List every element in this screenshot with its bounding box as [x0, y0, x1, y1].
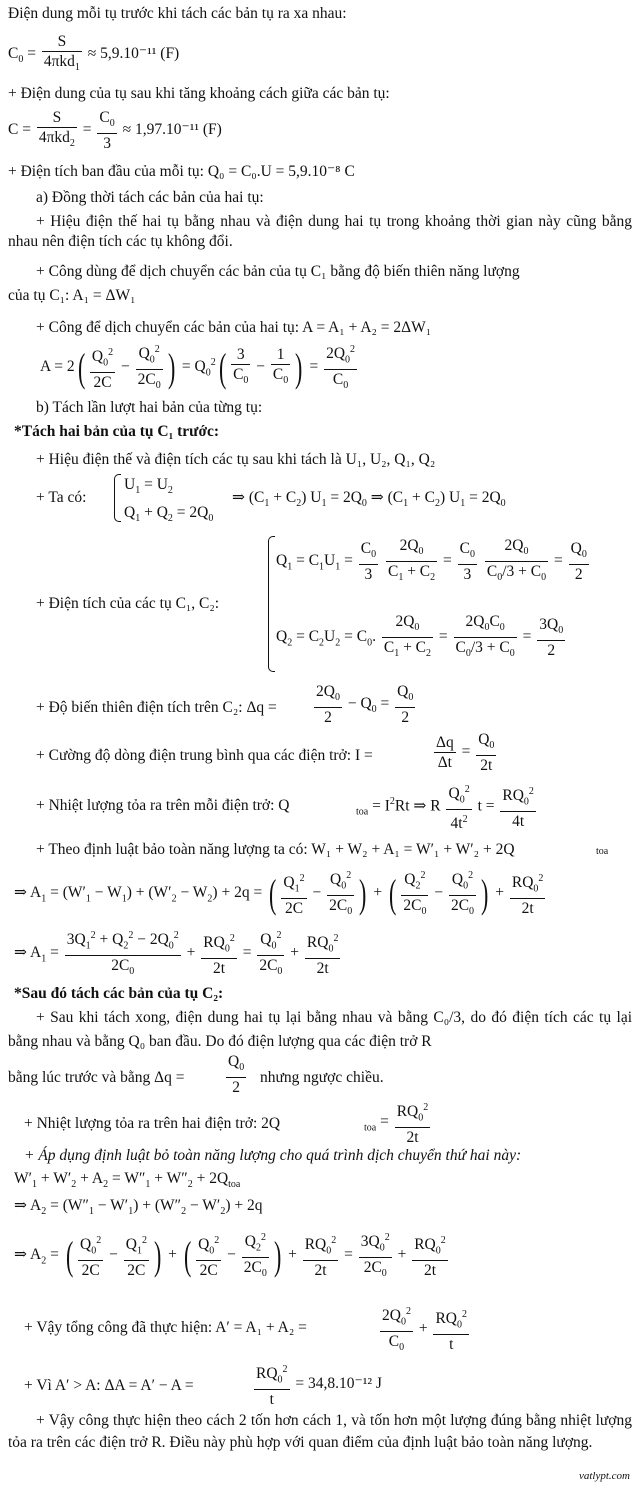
text-line: nhưng ngược chiều.	[260, 1069, 384, 1086]
formula-a1-expanded: ⇒ $A_1 = (W'_1 - W_1) + (W'_2 - W_2) + 2q$ = ( $\frac{Q_1^2}{2C}$ − $\frac{Q_0^2}{2C_0}$ ) + ( $\frac{Q_2^2}{2C_0}$ − $\frac{Q_0^2}{2C_0}$ ) + $\frac{RQ_0^2}{2t}$	[14, 866, 547, 921]
text-line: a) Đồng thời tách các bản của hai tụ:	[36, 189, 264, 206]
text-line: + Công để dịch chuyển các bản của hai tụ: A = A₁ + A₂ = 2ΔW₁	[36, 319, 432, 336]
text-line: + Cường độ dòng điện trung bình qua các điện trở: I =	[36, 747, 373, 764]
text-line: + Điện tích của các tụ C₁, C₂:	[36, 595, 220, 612]
text-line: + Nhiệt lượng tỏa ra trên mỗi điện trở: Q	[36, 797, 290, 814]
section-heading: *Tách hai bản của tụ C₁ trước:	[14, 423, 220, 440]
text-line: + Nhiệt lượng tỏa ra trên hai điện trở: 2Q	[24, 1115, 281, 1132]
text-line: + Độ biến thiên điện tích trên C₂: Δq =	[36, 699, 277, 716]
delta-a-value: = 34,8.10⁻¹² J	[295, 1375, 382, 1393]
formula-q2: $Q_2 = C_2U_2 = C_0$. $\frac{2Q_0}{C_1 + C_2}$ = $\frac{2Q_0C_0}{C_0/3 + C_0}$ = $\frac{3Q_0}{2}$	[276, 613, 564, 660]
text-line: + Điện dung của tụ sau khi tăng khoảng cách giữa các bản tụ:	[8, 85, 390, 102]
text-line: + Áp dụng định luật bỏ toàn năng lượng cho quá trình dịch chuyển thứ hai này:	[24, 1147, 522, 1164]
text-line: + Công dùng để dịch chuyển các bản của tụ C₁ bằng độ biến thiên năng lượng	[36, 263, 520, 280]
formula-delta-a: $\frac{RQ_0^2}{t}$ = 34,8.10⁻¹² J	[252, 1360, 382, 1409]
text-line: + Vì A′ > A: ΔA = A′ − A =	[24, 1377, 194, 1394]
watermark: vatlypt.com	[578, 1470, 630, 1482]
formula-dq-again: $\frac{Q_0}{2}$	[228, 1053, 245, 1097]
section-heading: *Sau đó tách các bản của tụ C₂:	[14, 985, 224, 1002]
text-line: + Theo định luật bảo toàn năng lượng ta có: W₁ + W₂ + A₁ = W′₁ + W′₂ + 2Q	[36, 841, 515, 858]
subscript-toa: toa	[596, 846, 609, 857]
text-line: + Hiệu điện thế và điện tích các tụ sau khi tách là U₁, U₂, Q₁, Q₂	[36, 451, 436, 468]
formula-c0: $C_0$ = $\frac{S}{4\pi kd_1}$ ≈ 5,9.10⁻¹¹ (F)	[8, 33, 180, 74]
formula-total-work: $\frac{2Q_0^2}{C_0}$ + $\frac{RQ_0^2}{t}$	[378, 1302, 471, 1357]
text-paragraph: + Sau khi tách xong, điện dung hai tụ lại bằng nhau và bằng C₀/3, do đó điện tích các tụ lại bằng nhau và bằng Q₀ ban đầu. Do đó điện lượng qua các điện trở R	[8, 1009, 632, 1050]
formula-a-total: A = 2( $\frac{Q_0^2}{2C}$ − $\frac{Q_0^2}{2C_0}$ ) = $Q_0^2$( $\frac{3}{C_0}$ − $\frac{1}{C_0}$ ) = $\frac{2Q_0^2}{C_0}$	[40, 340, 359, 395]
brace-symbol	[268, 536, 275, 672]
formula-c: C = $\frac{S}{4\pi kd_2}$ = $\frac{C_0}{3}$ ≈ 1,97.10⁻¹¹ (F)	[8, 109, 222, 153]
text-line: + Ta có:	[36, 489, 87, 506]
formula-heat: $_{toa} = I^2Rt$ ⇒ R $\frac{Q_0^2}{4t^2}$ t = $\frac{RQ_0^2}{4t}$	[356, 780, 538, 833]
formula-heat-two: $_{toa}$ = $\frac{RQ_0^2}{2t}$	[364, 1098, 432, 1147]
formula-dq: $\frac{2Q_0}{2}$ − $Q_0$ = $\frac{Q_0}{2}$	[316, 683, 414, 727]
text-line: bằng lúc trước và bằng Δq =	[8, 1069, 185, 1086]
text-line: Điện dung mỗi tụ trước khi tách các bản tụ ra xa nhau:	[8, 5, 347, 22]
formula-a1-result: ⇒ $A_1$ = $\frac{3Q_1^2 + Q_2^2 - 2Q_0^2}{2C_0}$ + $\frac{RQ_0^2}{2t}$ = $\frac{Q_0^2}{2C_0}$ + $\frac{RQ_0^2}{2t}$	[14, 926, 342, 981]
text-line: b) Tách lần lượt hai bản của từng tụ:	[36, 399, 263, 416]
formula-system: $U_1 = U_2$ $Q_1 + Q_2 = 2Q_0$	[124, 476, 214, 525]
c-value: ≈ 1,97.10⁻¹¹ (F)	[122, 121, 222, 139]
text-line: của tụ C₁: A₁ = ΔW₁	[8, 287, 136, 304]
formula-q1: $Q_1 = C_1U_1$ = $\frac{C_0}{3}$ $\frac{2Q_0}{C_1 + C_2}$ = $\frac{C_0}{3}$ $\frac{2Q_0}{C_0/3 + C_0}$ = $\frac{Q_0}{2}$	[276, 537, 587, 584]
c0-value: ≈ 5,9.10⁻¹¹ (F)	[87, 45, 180, 63]
formula-implication: ⇒ $(C_1 + C_2) U_1 = 2Q_0$ ⇒ $(C_1 + C_2) U_1 = 2Q_0$	[232, 489, 506, 510]
formula-energy-two: $W'_1 + W'_2 + A_2 = W''_1 + W''_2 + 2Q_{toa}$	[14, 1170, 241, 1191]
brace-symbol	[114, 474, 121, 522]
text-paragraph: + Vậy công thực hiện theo cách 2 tốn hơn cách 1, và tốn hơn một lượng đúng bằng nhiệt lượng tỏa ra trên các điện trở R. Điều này phù hợp với quan điểm của định luật bảo toàn năng lượng.	[8, 1412, 632, 1451]
formula-current: $\frac{\Delta q}{\Delta t}$ = $\frac{Q_0}{2t}$	[436, 731, 495, 775]
text-paragraph: + Hiệu điện thế hai tụ bằng nhau và điện dung hai tụ trong khoảng thời gian này cũng bằng nhau nên điện tích các tụ không đổi.	[8, 213, 632, 250]
formula-a2-diff: ⇒ $A_2 = (W''_1 - W'_1) + (W''_2 - W'_2) + 2q$	[14, 1197, 263, 1218]
formula-a2-result: ⇒ $A_2$ = ( $\frac{Q_0^2}{2C}$ − $\frac{Q_1^2}{2C}$ ) + ( $\frac{Q_0^2}{2C}$ − $\frac{Q_2^2}{2C_0}$ ) + $\frac{RQ_0^2}{2t}$ = $\frac{3Q_0^2}{2C_0}$ + $\frac{RQ_0^2}{2t}$	[14, 1228, 450, 1283]
text-line: + Vậy tổng công đã thực hiện: A′ = A₁ + A₂ =	[24, 1319, 307, 1336]
text-line: + Điện tích ban đầu của mỗi tụ: Q₀ = C₀.U = 5,9.10⁻⁸ C	[8, 163, 355, 180]
